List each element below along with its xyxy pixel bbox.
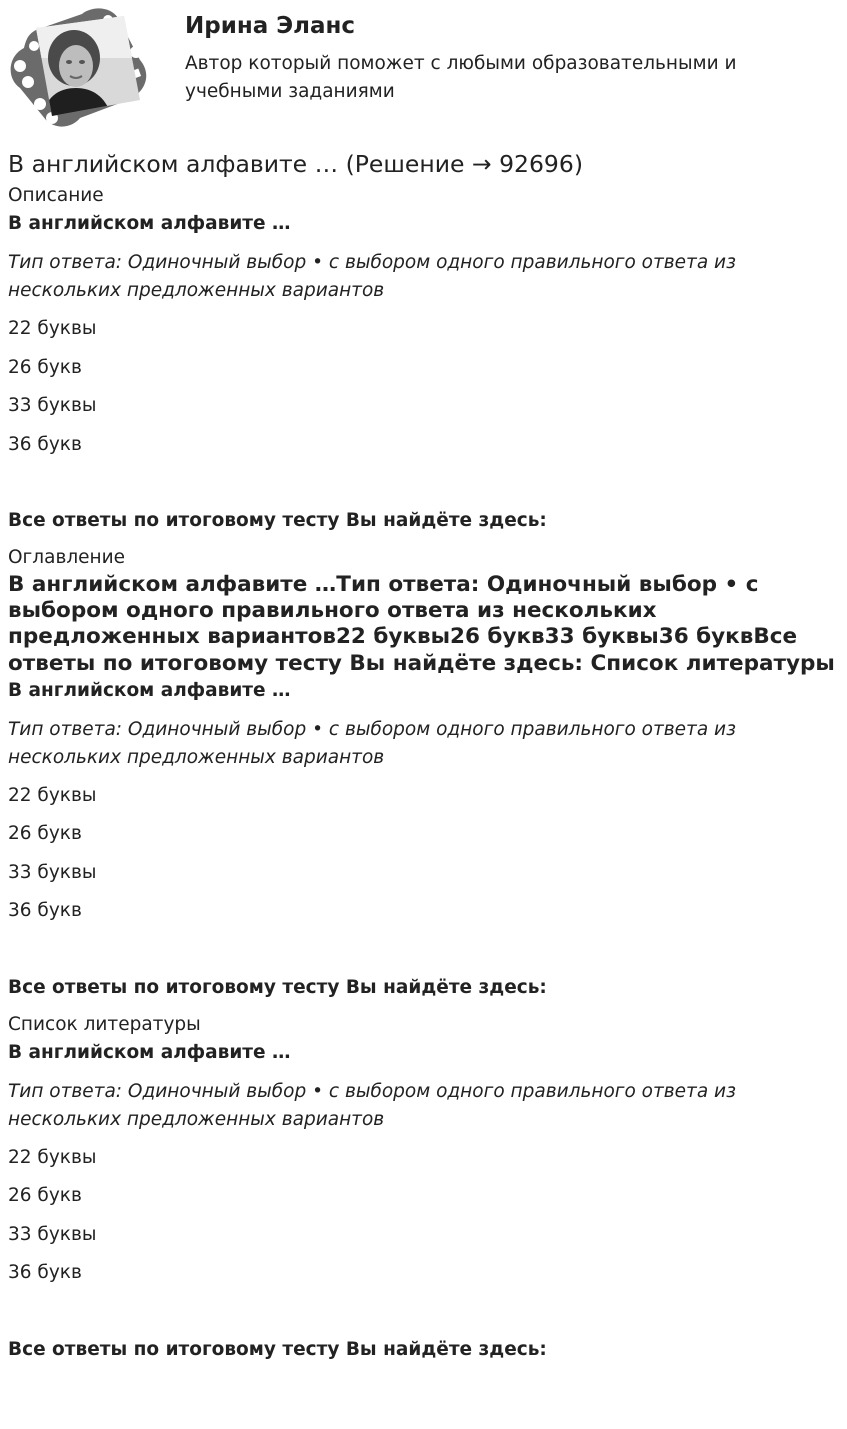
all-answers-link[interactable]: Все ответы по итоговому тесту Вы найдёте здесь: (8, 976, 547, 998)
description-label: Описание (8, 185, 104, 206)
contents-label: Оглавление (8, 547, 126, 568)
question-title: В английском алфавите … (8, 1041, 291, 1063)
answer-option: 36 букв (8, 900, 82, 922)
answer-type: Тип ответа: Одиночный выбор • с выбором одного правильного ответа из нескольких предложенных вариантов (8, 252, 736, 301)
answer-option: 26 букв (8, 1185, 82, 1207)
answer-option: 33 буквы (8, 395, 97, 416)
literature-label: Список литературы (8, 1013, 201, 1035)
answer-option: 33 буквы (8, 861, 97, 883)
page-title: В английском алфавите … (Решение → 92696) (8, 150, 583, 178)
author-name[interactable]: Ирина Эланс (185, 13, 356, 39)
question-title: В английском алфавите … (8, 679, 291, 701)
answer-option: 36 букв (8, 1262, 82, 1284)
answer-option: 26 букв (8, 356, 82, 378)
all-answers-link[interactable]: Все ответы по итоговому тесту Вы найдёте здесь: (8, 510, 547, 531)
answer-type: Тип ответа: Одиночный выбор • с выбором одного правильного ответа из нескольких предложенных вариантов (8, 718, 736, 768)
main-content (8, 146, 838, 1364)
answer-option: 22 буквы (8, 318, 97, 339)
avatar-film-frame-icon (6, 8, 152, 128)
author-description: Автор который поможет с любыми образовательными и учебными заданиями (185, 53, 737, 102)
question-title: В английском алфавите … (8, 213, 291, 234)
author-header (0, 0, 847, 135)
answer-option: 36 букв (8, 433, 82, 455)
answer-type: Тип ответа: Одиночный выбор • с выбором одного правильного ответа из нескольких предложенных вариантов (8, 1080, 736, 1130)
answer-option: 33 буквы (8, 1223, 97, 1245)
answer-option: 26 букв (8, 823, 82, 845)
answer-option: 22 буквы (8, 784, 97, 806)
all-answers-link[interactable]: Все ответы по итоговому тесту Вы найдёте здесь: (8, 1338, 547, 1360)
contents-heading: В английском алфавите …Тип ответа: Одиночный выбор • с выбором одного правильного ответа из нескольких предложенных вариантов22 буквы26 букв33 буквы36 буквВсе ответы по итоговому тесту Вы найдёте здесь: Список литературы (8, 572, 835, 676)
answer-option: 22 буквы (8, 1146, 97, 1168)
author-avatar (6, 8, 152, 128)
